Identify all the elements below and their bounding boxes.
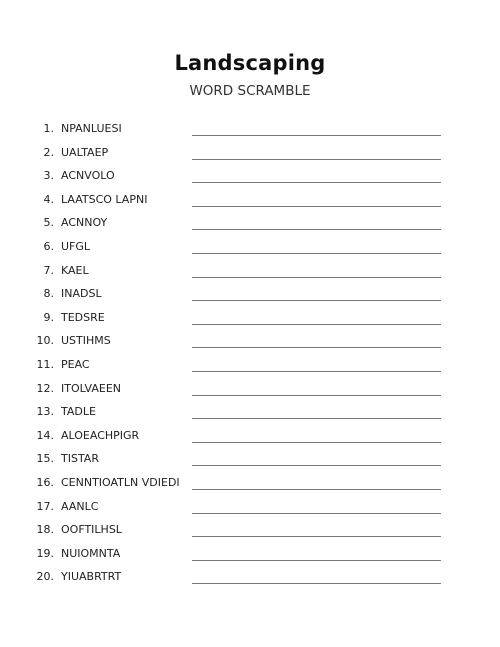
answer-line[interactable]: [192, 324, 441, 325]
answer-line[interactable]: [192, 135, 441, 136]
scrambled-word: NPANLUESI: [61, 122, 122, 135]
scramble-item: [0, 380, 500, 404]
item-number: 12.: [36, 381, 54, 395]
answer-line[interactable]: [192, 206, 441, 207]
answer-line[interactable]: [192, 159, 441, 160]
scramble-item: [0, 285, 500, 309]
answer-line[interactable]: [192, 182, 441, 183]
item-number: 5.: [43, 216, 54, 230]
item-number: 20.: [36, 570, 54, 584]
scrambled-word: UFGL: [61, 239, 91, 253]
answer-line[interactable]: [192, 513, 441, 514]
scrambled-word: ALOEACHPIGR: [61, 428, 140, 442]
item-number: 15.: [36, 452, 54, 466]
item-number: 6.: [43, 239, 54, 253]
item-number: 1.: [43, 122, 54, 135]
scramble-list: [0, 120, 500, 592]
scramble-item: [0, 120, 500, 144]
scramble-item: [0, 144, 500, 168]
item-number: 14.: [36, 428, 54, 442]
scramble-item: [0, 568, 500, 592]
scramble-item: [0, 474, 500, 498]
scramble-item: [0, 498, 500, 522]
scrambled-word: ACNNOY: [61, 216, 108, 230]
answer-line[interactable]: [192, 536, 441, 537]
item-number: 8.: [43, 287, 54, 301]
item-number: 3.: [43, 169, 54, 183]
answer-line[interactable]: [192, 418, 441, 419]
worksheet-subtitle: WORD SCRAMBLE: [189, 83, 311, 99]
answer-line[interactable]: [192, 560, 441, 561]
scramble-item: [0, 332, 500, 356]
item-number: 9.: [43, 310, 54, 324]
item-number: 16.: [36, 475, 54, 489]
item-number: 19.: [36, 546, 54, 560]
worksheet-title: Landscaping: [174, 51, 326, 75]
answer-line[interactable]: [192, 489, 441, 490]
answer-line[interactable]: [192, 253, 441, 254]
scrambled-word: TADLE: [61, 405, 96, 419]
scramble-item: [0, 521, 500, 545]
scrambled-word: YIUABRTRT: [61, 570, 122, 584]
answer-line[interactable]: [192, 465, 441, 466]
scrambled-word: INADSL: [61, 287, 102, 301]
scrambled-word: CENNTIOATLN VDIEDI: [61, 475, 180, 489]
scrambled-word: TISTAR: [61, 452, 99, 466]
scramble-item: [0, 427, 500, 451]
item-number: 2.: [43, 145, 54, 159]
answer-line[interactable]: [192, 395, 441, 396]
answer-line[interactable]: [192, 442, 441, 443]
scrambled-word: UALTAEP: [61, 145, 109, 159]
scramble-item: [0, 191, 500, 215]
item-number: 4.: [43, 192, 54, 206]
scramble-item: [0, 309, 500, 333]
answer-line[interactable]: [192, 347, 441, 348]
answer-line[interactable]: [192, 300, 441, 301]
item-number: 10.: [36, 334, 54, 348]
item-number: 18.: [36, 523, 54, 537]
answer-line[interactable]: [192, 229, 441, 230]
scrambled-word: TEDSRE: [61, 310, 105, 324]
answer-line[interactable]: [192, 277, 441, 278]
scrambled-word: LAATSCO LAPNI: [61, 192, 148, 206]
scramble-item: [0, 262, 500, 286]
scrambled-word: OOFTILHSL: [61, 523, 122, 537]
scramble-item: [0, 214, 500, 238]
scramble-item: [0, 545, 500, 569]
scrambled-word: AANLC: [61, 499, 99, 513]
item-number: 13.: [36, 405, 54, 419]
item-number: 11.: [36, 357, 54, 371]
scrambled-word: ACNVOLO: [61, 169, 115, 183]
scramble-item: [0, 167, 500, 191]
answer-line[interactable]: [192, 583, 441, 584]
scrambled-word: KAEL: [61, 263, 89, 277]
scrambled-word: NUIOMNTA: [61, 546, 121, 560]
scrambled-word: USTIHMS: [61, 334, 111, 348]
scramble-item: [0, 238, 500, 262]
scrambled-word: PEAC: [61, 357, 90, 371]
scramble-item: [0, 450, 500, 474]
scramble-item: [0, 403, 500, 427]
answer-line[interactable]: [192, 371, 441, 372]
scramble-item: [0, 356, 500, 380]
item-number: 7.: [43, 263, 54, 277]
item-number: 17.: [36, 499, 54, 513]
scrambled-word: ITOLVAEEN: [61, 381, 122, 395]
